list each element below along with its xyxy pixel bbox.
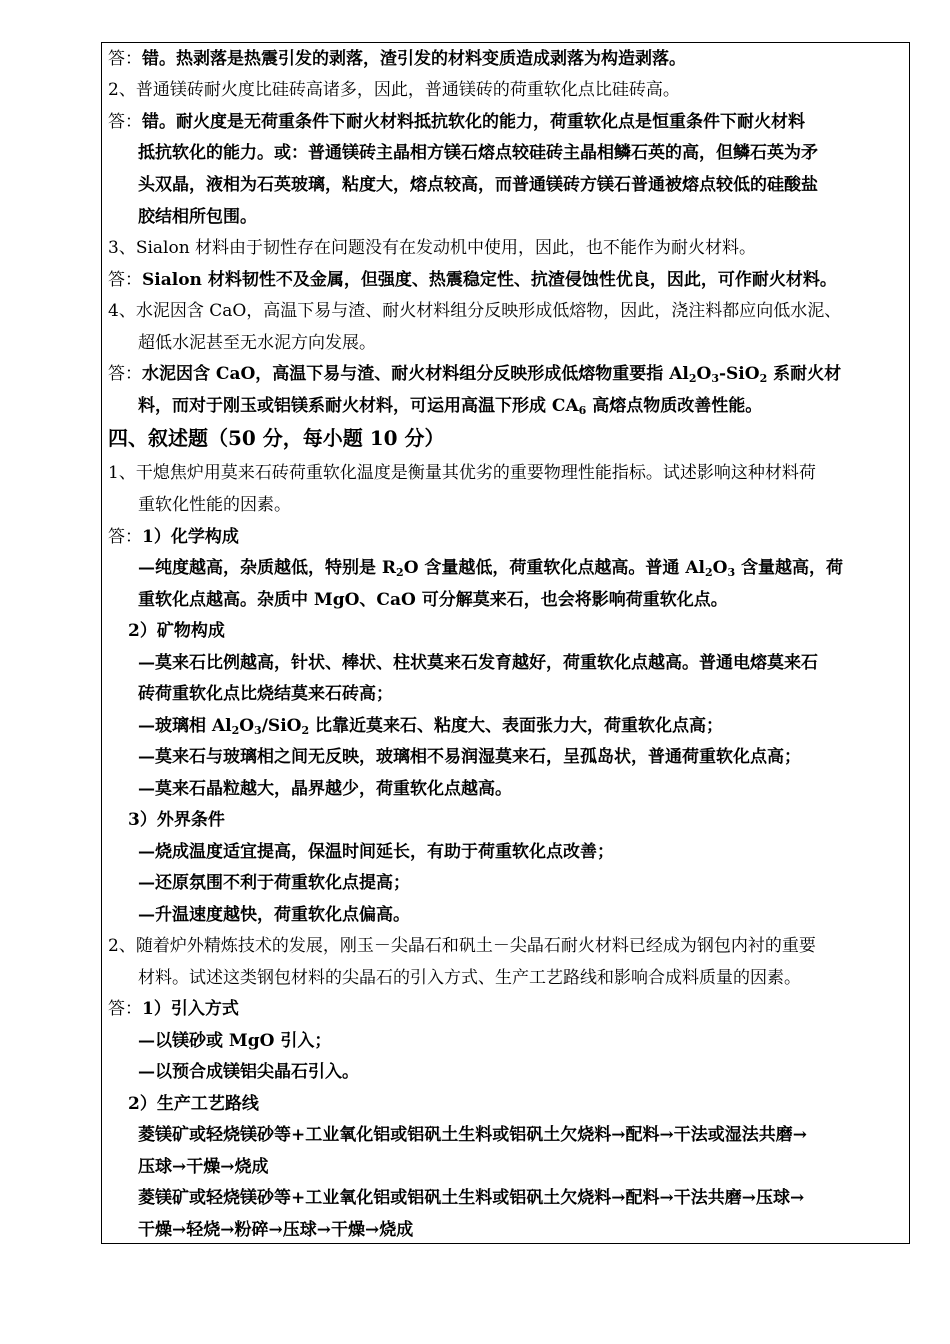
question-line: 4、水泥因含 CaO，高温下易与渣、耐火材料组分反映形成低熔物，因此，浇注料都应向低水泥、 [108, 301, 842, 321]
answer-line: —还原氛围不利于荷重软化点提高； [138, 873, 410, 893]
answer-line: 料，而对于刚玉或铝镁系耐火材料，可运用高温下形成 $CA_6$ 高熔点物质改善性能。 [138, 396, 763, 417]
answer-line: —以预合成镁铝尖晶石引入。 [138, 1062, 359, 1082]
question-line: 1、干熄焦炉用莫来石砖荷重软化温度是衡量其优劣的重要物理性能指标。试述影响这种材料荷 [108, 463, 816, 483]
question-line: 超低水泥甚至无水泥方向发展。 [138, 333, 376, 353]
answer-line: —烧成温度适宜提高，保温时间延长，有助于荷重软化点改善； [138, 842, 614, 862]
answer-line: —莫来石与玻璃相之间无反映，玻璃相不易润湿莫来石，呈孤岛状，普通荷重软化点高； [138, 747, 801, 767]
answer-line: 菱镁矿或轻烧镁砂等+工业氧化铝或铝矾土生料或铝矾土欠烧料→配料→干法或湿法共磨→ [138, 1125, 807, 1145]
answer-line: —玻璃相 $Al_2O_3/SiO_2$ 比靠近莫来石、粘度大、表面张力大，荷重软化点高； [138, 716, 724, 737]
answer-subheading: 2）生产工艺路线 [128, 1094, 259, 1114]
answer-line: 答：1）引入方式 [108, 999, 239, 1019]
answer-line: —纯度越高，杂质越低，特别是 $R_2O$ 含量越低，荷重软化点越高。普通 $Al_2O_3$ 含量越高，荷 [138, 558, 844, 579]
answer-line: 砖荷重软化点比烧结莫来石砖高； [138, 684, 393, 704]
answer-line: 重软化点越高。杂质中 MgO、CaO 可分解莫来石，也会将影响荷重软化点。 [138, 590, 728, 610]
answer-line: 压球→干燥→烧成 [138, 1157, 269, 1177]
answer-line: 头双晶，液相为石英玻璃，粘度大，熔点较高，而普通镁砖方镁石普通被熔点较低的硅酸盐 [138, 175, 818, 195]
question-line: 材料。试述这类钢包材料的尖晶石的引入方式、生产工艺路线和影响合成料质量的因素。 [138, 968, 801, 988]
answer-line: 答：1）化学构成 [108, 527, 239, 547]
answer-line: 干燥→轻烧→粉碎→压球→干燥→烧成 [138, 1220, 414, 1240]
answer-line: 抵抗软化的能力。或：普通镁砖主晶相方镁石熔点较硅砖主晶相鳞石英的高，但鳞石英为矛 [138, 143, 818, 163]
question-line: 3、Sialon 材料由于韧性存在问题没有在发动机中使用，因此，也不能作为耐火材料。 [108, 238, 757, 258]
answer-line: 答：错。热剥落是热震引发的剥落，渣引发的材料变质造成剥落为构造剥落。 [108, 49, 686, 69]
answer-line: —以镁砂或 MgO 引入； [138, 1031, 332, 1051]
answer-line: —莫来石晶粒越大，晶界越少，荷重软化点越高。 [138, 779, 512, 799]
section-heading: 四、叙述题（50 分，每小题 10 分） [108, 426, 445, 450]
answer-line: 菱镁矿或轻烧镁砂等+工业氧化铝或铝矾土生料或铝矾土欠烧料→配料→干法共磨→压球→ [138, 1188, 805, 1208]
answer-line: 答：错。耐火度是无荷重条件下耐火材料抵抗软化的能力，荷重软化点是恒重条件下耐火材料 [108, 112, 805, 132]
answer-subheading: 2）矿物构成 [128, 621, 225, 641]
question-line: 重软化性能的因素。 [138, 495, 291, 515]
answer-line: 胶结相所包围。 [138, 207, 257, 227]
question-line: 2、普通镁砖耐火度比硅砖高诸多，因此，普通镁砖的荷重软化点比硅砖高。 [108, 80, 680, 100]
answer-line: —升温速度越快，荷重软化点偏高。 [138, 905, 410, 925]
answer-line: 答：水泥因含 CaO，高温下易与渣、耐火材料组分反映形成低熔物重要指 $Al_2O_3-SiO_2$ 系耐火材 [108, 364, 842, 385]
answer-line: 答：Sialon 材料韧性不及金属，但强度、热震稳定性、抗渣侵蚀性优良，因此，可作耐火材料。 [108, 270, 837, 290]
answer-line: —莫来石比例越高，针状、棒状、柱状莫来石发育越好，荷重软化点越高。普通电熔莫来石 [138, 653, 818, 673]
answer-subheading: 3）外界条件 [128, 810, 225, 830]
question-line: 2、随着炉外精炼技术的发展，刚玉－尖晶石和矾土－尖晶石耐火材料已经成为钢包内衬的重要 [108, 936, 816, 956]
